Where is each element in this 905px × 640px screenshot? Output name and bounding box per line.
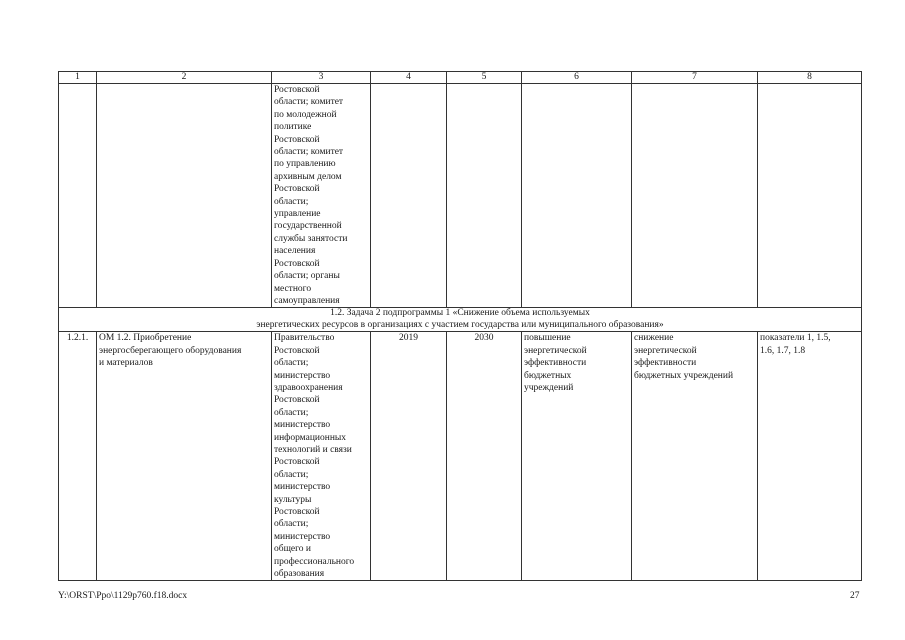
cell-line: общего и [274,544,311,555]
task-heading-row [59,308,862,332]
cell-line: министерство [274,531,331,542]
task-heading-cell [59,308,862,332]
measure-executors-cell [272,332,371,581]
cell-line: Ростовской [274,457,320,468]
cell-line: учреждений [524,382,574,393]
cell-line: 1.6, 1.7, 1.8 [760,345,806,356]
column-number-row [59,72,862,84]
cell-empty [447,84,522,308]
cell-empty [97,84,272,308]
cell-line: области; [274,407,309,418]
col-num-5: 5 [447,72,522,84]
cell-line: области; комитет [274,97,344,108]
continuation-row [59,84,862,308]
measure-name-cell [97,332,272,581]
cell-line: Правительство [274,333,335,344]
cell-line: и материалов [99,358,153,369]
cell-line: министерство [274,482,331,493]
cell-empty [632,84,758,308]
cell-line: культуры [274,494,312,505]
measure-number: 1.2.1. [59,332,97,581]
cell-line: энергетической [524,345,587,356]
col-num-8: 8 [758,72,862,84]
cell-line: по молодежной [274,109,337,120]
footer-file-path: Y:\ORST\Ppo\1129p760.f18.docx [58,591,188,601]
cell-line: бюджетных учреждений [634,370,734,381]
cell-line: Ростовской [274,85,320,95]
cell-line: политике [274,122,312,133]
cell-line: Ростовской [274,184,320,195]
cell-line: показатели 1, 1.5, [760,333,831,344]
cell-empty [371,84,447,308]
cell-line: местного [274,283,312,294]
cell-line: эффективности [524,358,587,369]
measure-row-1-2-1 [59,332,862,581]
measure-start-year: 2019 [371,332,447,581]
measure-end-year: 2030 [447,332,522,581]
cell-line: снижение [634,333,674,344]
cell-empty [522,84,632,308]
cell-line: министерство [274,370,331,381]
cell-line: Ростовской [274,258,320,269]
cell-line: Ростовской [274,507,320,517]
cell-line: области; [274,196,309,207]
cell-line: профессионального [274,556,355,567]
cell-line: области; [274,358,309,369]
col-num-2: 2 [97,72,272,84]
cell-line: бюджетных [524,370,572,381]
cell-line: Ростовской [274,134,320,145]
col-num-4: 4 [371,72,447,84]
cell-line: министерство [274,420,331,431]
cell-empty [59,84,97,308]
measure-result-cell [522,332,632,581]
cell-line: службы занятости [274,233,348,244]
cell-line: населения [274,246,316,257]
cell-empty [758,84,862,308]
executors-continued-cell [272,84,371,308]
cell-line: Ростовской [274,395,320,406]
task-heading-line-1: 1.2. Задача 2 подпрограммы 1 «Снижение объема используемых [330,308,590,319]
cell-line: области; [274,519,309,530]
col-num-6: 6 [522,72,632,84]
col-num-1: 1 [59,72,97,84]
measure-indicators-cell [758,332,862,581]
cell-line: повышение [524,333,571,344]
program-table [58,71,862,581]
cell-line: образования [274,569,325,580]
cell-line: энергосберегающего оборудования [99,345,242,356]
cell-line: эффективности [634,358,697,369]
cell-line: Ростовской [274,345,320,356]
cell-line: информационных [274,432,347,443]
cell-line: технологий и связи [274,444,352,455]
cell-line: самоуправления [274,295,340,306]
col-num-7: 7 [632,72,758,84]
task-heading-line-2: энергетических ресурсов в организациях с участием государства или муниципального образования» [256,319,664,330]
cell-line: здравоохранения [274,382,343,393]
cell-line: энергетической [634,345,697,356]
cell-line: области; комитет [274,147,344,158]
col-num-3: 3 [272,72,371,84]
cell-line: по управлению [274,159,336,170]
cell-line: области; органы [274,271,340,282]
footer-page-number: 27 [850,591,860,601]
cell-line: государственной [274,221,342,232]
cell-line: архивным делом [274,171,342,182]
cell-line: управление [274,209,321,220]
cell-line: области; [274,469,309,480]
cell-line: ОМ 1.2. Приобретение [99,333,192,344]
measure-consequence-cell [632,332,758,581]
